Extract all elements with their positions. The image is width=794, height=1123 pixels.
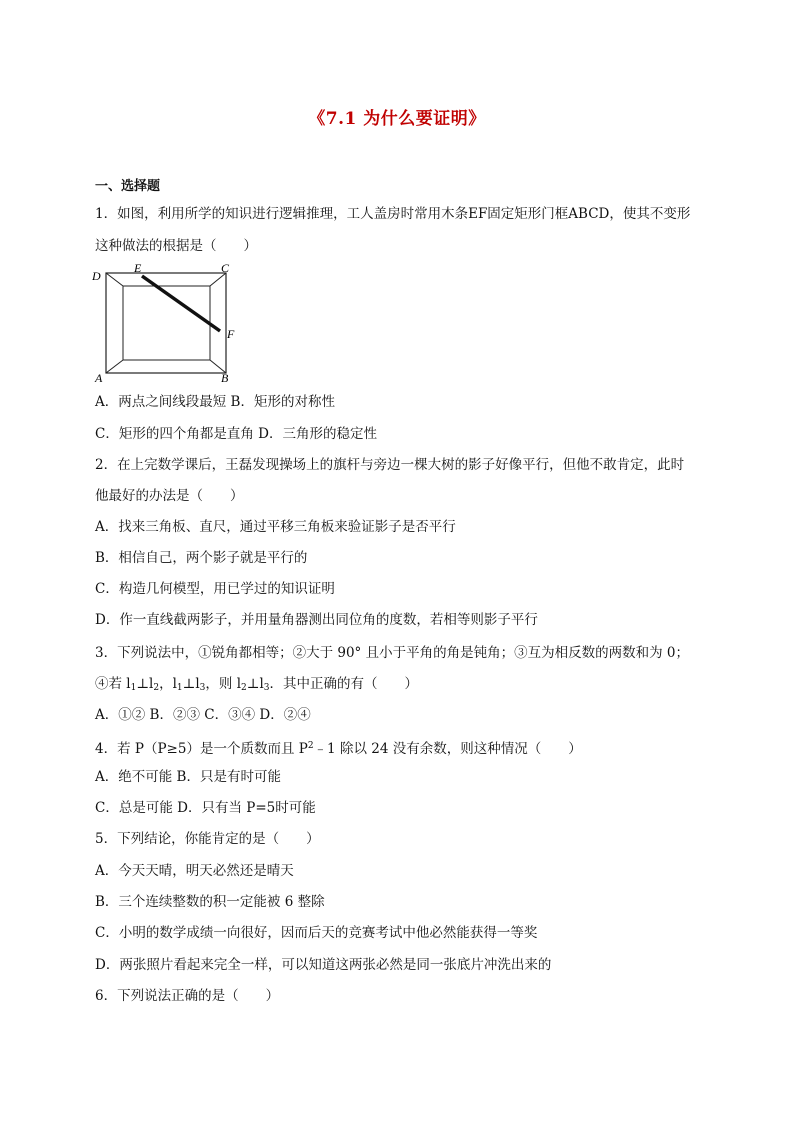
page-title: 《7.1 为什么要证明》: [308, 109, 486, 129]
q5-option-d: D．两张照片看起来完全一样，可以知道这两张必然是同一张底片冲洗出来的: [95, 957, 552, 973]
label-b: B: [221, 371, 229, 385]
q4-options-cd: C．总是可能 D．只有当 P=5时可能: [95, 800, 316, 816]
label-f: F: [227, 327, 235, 341]
q2-option-a: A．找来三角板、直尺，通过平移三角板来验证影子是否平行: [95, 519, 456, 535]
q2-option-d: D．作一直线截两影子，并用量角器测出同位角的度数，若相等则影子平行: [95, 612, 538, 628]
q3-stem-line1: 3．下列说法中，①锐角都相等；②大于 90° 且小于平角的角是钝角；③互为相反数的两数和为 0；: [95, 645, 689, 661]
q1-options-cd: C．矩形的四个角都是直角 D．三角形的稳定性: [95, 426, 377, 442]
label-d: D: [92, 269, 101, 283]
q2-stem-line1: 2．在上完数学课后，王磊发现操场上的旗杆与旁边一棵大树的影子好像平行，但他不敢肯定，此时: [95, 457, 685, 473]
q5-option-c: C．小明的数学成绩一向很好，因而后天的竞赛考试中他必然能获得一等奖: [95, 925, 538, 941]
q1-options-ab: A．两点之间线段最短 B．矩形的对称性: [95, 394, 335, 410]
wood-strip-ef: [142, 276, 220, 331]
q2-stem-line2: 他最好的办法是（ ）: [95, 488, 244, 504]
q1-stem-line2: 这种做法的根据是（ ）: [95, 238, 257, 254]
corner-line-d: [106, 273, 123, 286]
corner-line-a: [106, 360, 123, 373]
label-c: C: [221, 261, 230, 275]
q3-options: A．①② B．②③ C．③④ D．②④: [95, 707, 311, 723]
q5-stem: 5．下列结论，你能肯定的是（ ）: [95, 831, 320, 847]
section-heading: 一、选择题: [95, 179, 161, 194]
q3-stem-line2: ④若 $l_1\perp l_2$，$l_1\perp l_3$，则 $l_2\perp l_3$．其中正确的有（ ）: [95, 676, 418, 693]
q4-options-ab: A．绝不可能 B．只是有时可能: [95, 769, 281, 785]
q2-option-c: C．构造几何模型，用已学过的知识证明: [95, 581, 335, 597]
q2-option-b: B．相信自己，两个影子就是平行的: [95, 550, 308, 566]
q1-stem-line1: 1．如图，利用所学的知识进行逻辑推理，工人盖房时常用木条EF固定矩形门框ABCD，使其不变形: [95, 206, 691, 222]
q4-stem: 4．若 P（P≥5）是一个质数而且 $P^2﹣1$ 除以 24 没有余数，则这种情况（ ）: [95, 741, 582, 757]
label-e: E: [134, 261, 142, 275]
label-a: A: [95, 371, 103, 385]
q5-option-b: B．三个连续整数的积一定能被 6 整除: [95, 894, 325, 910]
door-frame-figure: [92, 260, 242, 385]
q6-stem: 6．下列说法正确的是（ ）: [95, 988, 280, 1004]
q5-option-a: A．今天天晴，明天必然还是晴天: [95, 863, 294, 879]
inner-frame: [123, 286, 210, 360]
